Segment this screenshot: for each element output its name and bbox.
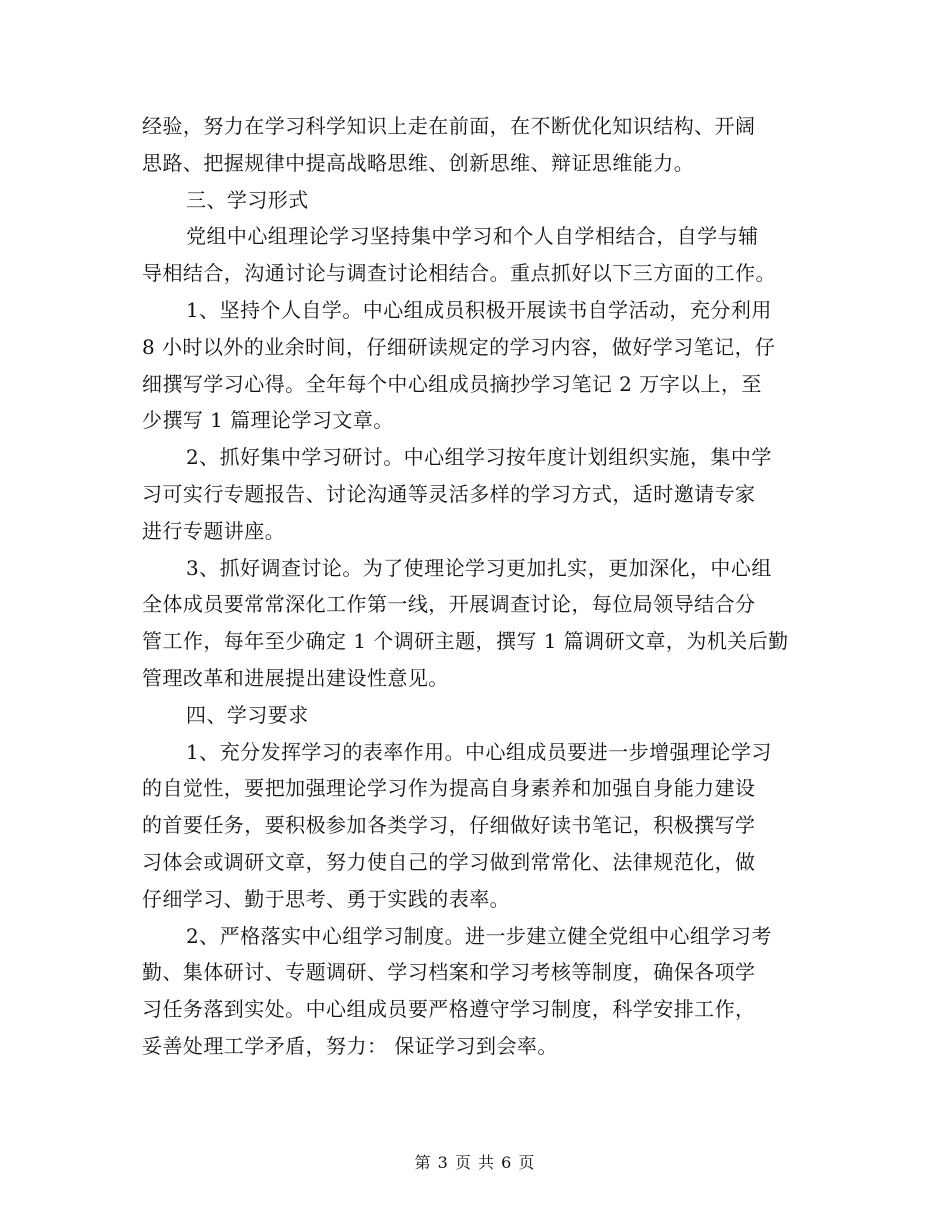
- document-body: [142, 108, 812, 1065]
- text-line: 3、抓好调查讨论。为了使理论学习更加扎实，更加深化，中心组: [186, 555, 772, 580]
- text-line: 全体成员要常常深化工作第一线，开展调查讨论，每位局领导结合分: [142, 592, 756, 617]
- text-line: 习体会或调研文章，努力使自己的学习做到常常化、法律规范化，做: [142, 849, 756, 874]
- text-line: 细撰写学习心得。全年每个中心组成员摘抄学习笔记 2 万字以上，至: [142, 371, 762, 396]
- text-line: 思路、把握规律中提高战略思维、创新思维、辩证思维能力。: [142, 150, 695, 175]
- text-line: 1、充分发挥学习的表率作用。中心组成员要进一步增强理论学习: [186, 739, 772, 764]
- text-line: 三、学习形式: [186, 187, 309, 212]
- text-line: 仔细学习、勤于思考、勇于实践的表率。: [142, 886, 511, 911]
- text-line: 1、坚持个人自学。中心组成员积极开展读书自学活动，充分利用: [186, 297, 772, 322]
- text-line: 导相结合，沟通讨论与调查讨论相结合。重点抓好以下三方面的工作。: [142, 261, 776, 286]
- text-line: 管理改革和进展提出建设性意见。: [142, 665, 449, 690]
- text-line: 管工作，每年至少确定 1 个调研主题，撰写 1 篇调研文章，为机关后勤: [142, 629, 789, 654]
- text-line: 党组中心组理论学习坚持集中学习和个人自学相结合，自学与辅: [186, 224, 759, 249]
- text-line: 8 小时以外的业余时间，仔细研读规定的学习内容，做好学习笔记，仔: [142, 334, 776, 359]
- text-line: 的首要任务，要积极参加各类学习，仔细做好读书笔记，积极撰写学: [142, 813, 756, 838]
- text-line: 习任务落到实处。中心组成员要严格遵守学习制度，科学安排工作，: [142, 997, 756, 1022]
- text-line: 少撰写 1 篇理论学习文章。: [142, 408, 394, 433]
- text-line: 勤、集体研讨、专题调研、学习档案和学习考核等制度，确保各项学: [142, 960, 756, 985]
- text-line: 的自觉性，要把加强理论学习作为提高自身素养和加强自身能力建设: [142, 776, 756, 801]
- text-line: 2、抓好集中学习研讨。中心组学习按年度计划组织实施，集中学: [186, 445, 772, 470]
- text-line: 2、严格落实中心组学习制度。进一步建立健全党组中心组学习考: [186, 923, 772, 948]
- text-line: 进行专题讲座。: [142, 518, 286, 543]
- text-line: 习可实行专题报告、讨论沟通等灵活多样的学习方式，适时邀请专家: [142, 481, 756, 506]
- page-number-footer: 第 3 页 共 6 页: [414, 1153, 536, 1172]
- text-line: 妥善处理工学矛盾，努力： 保证学习到会率。: [142, 1033, 558, 1058]
- text-line: 经验，努力在学习科学知识上走在前面，在不断优化知识结构、开阔: [142, 114, 756, 138]
- text-line: 四、学习要求: [186, 702, 309, 727]
